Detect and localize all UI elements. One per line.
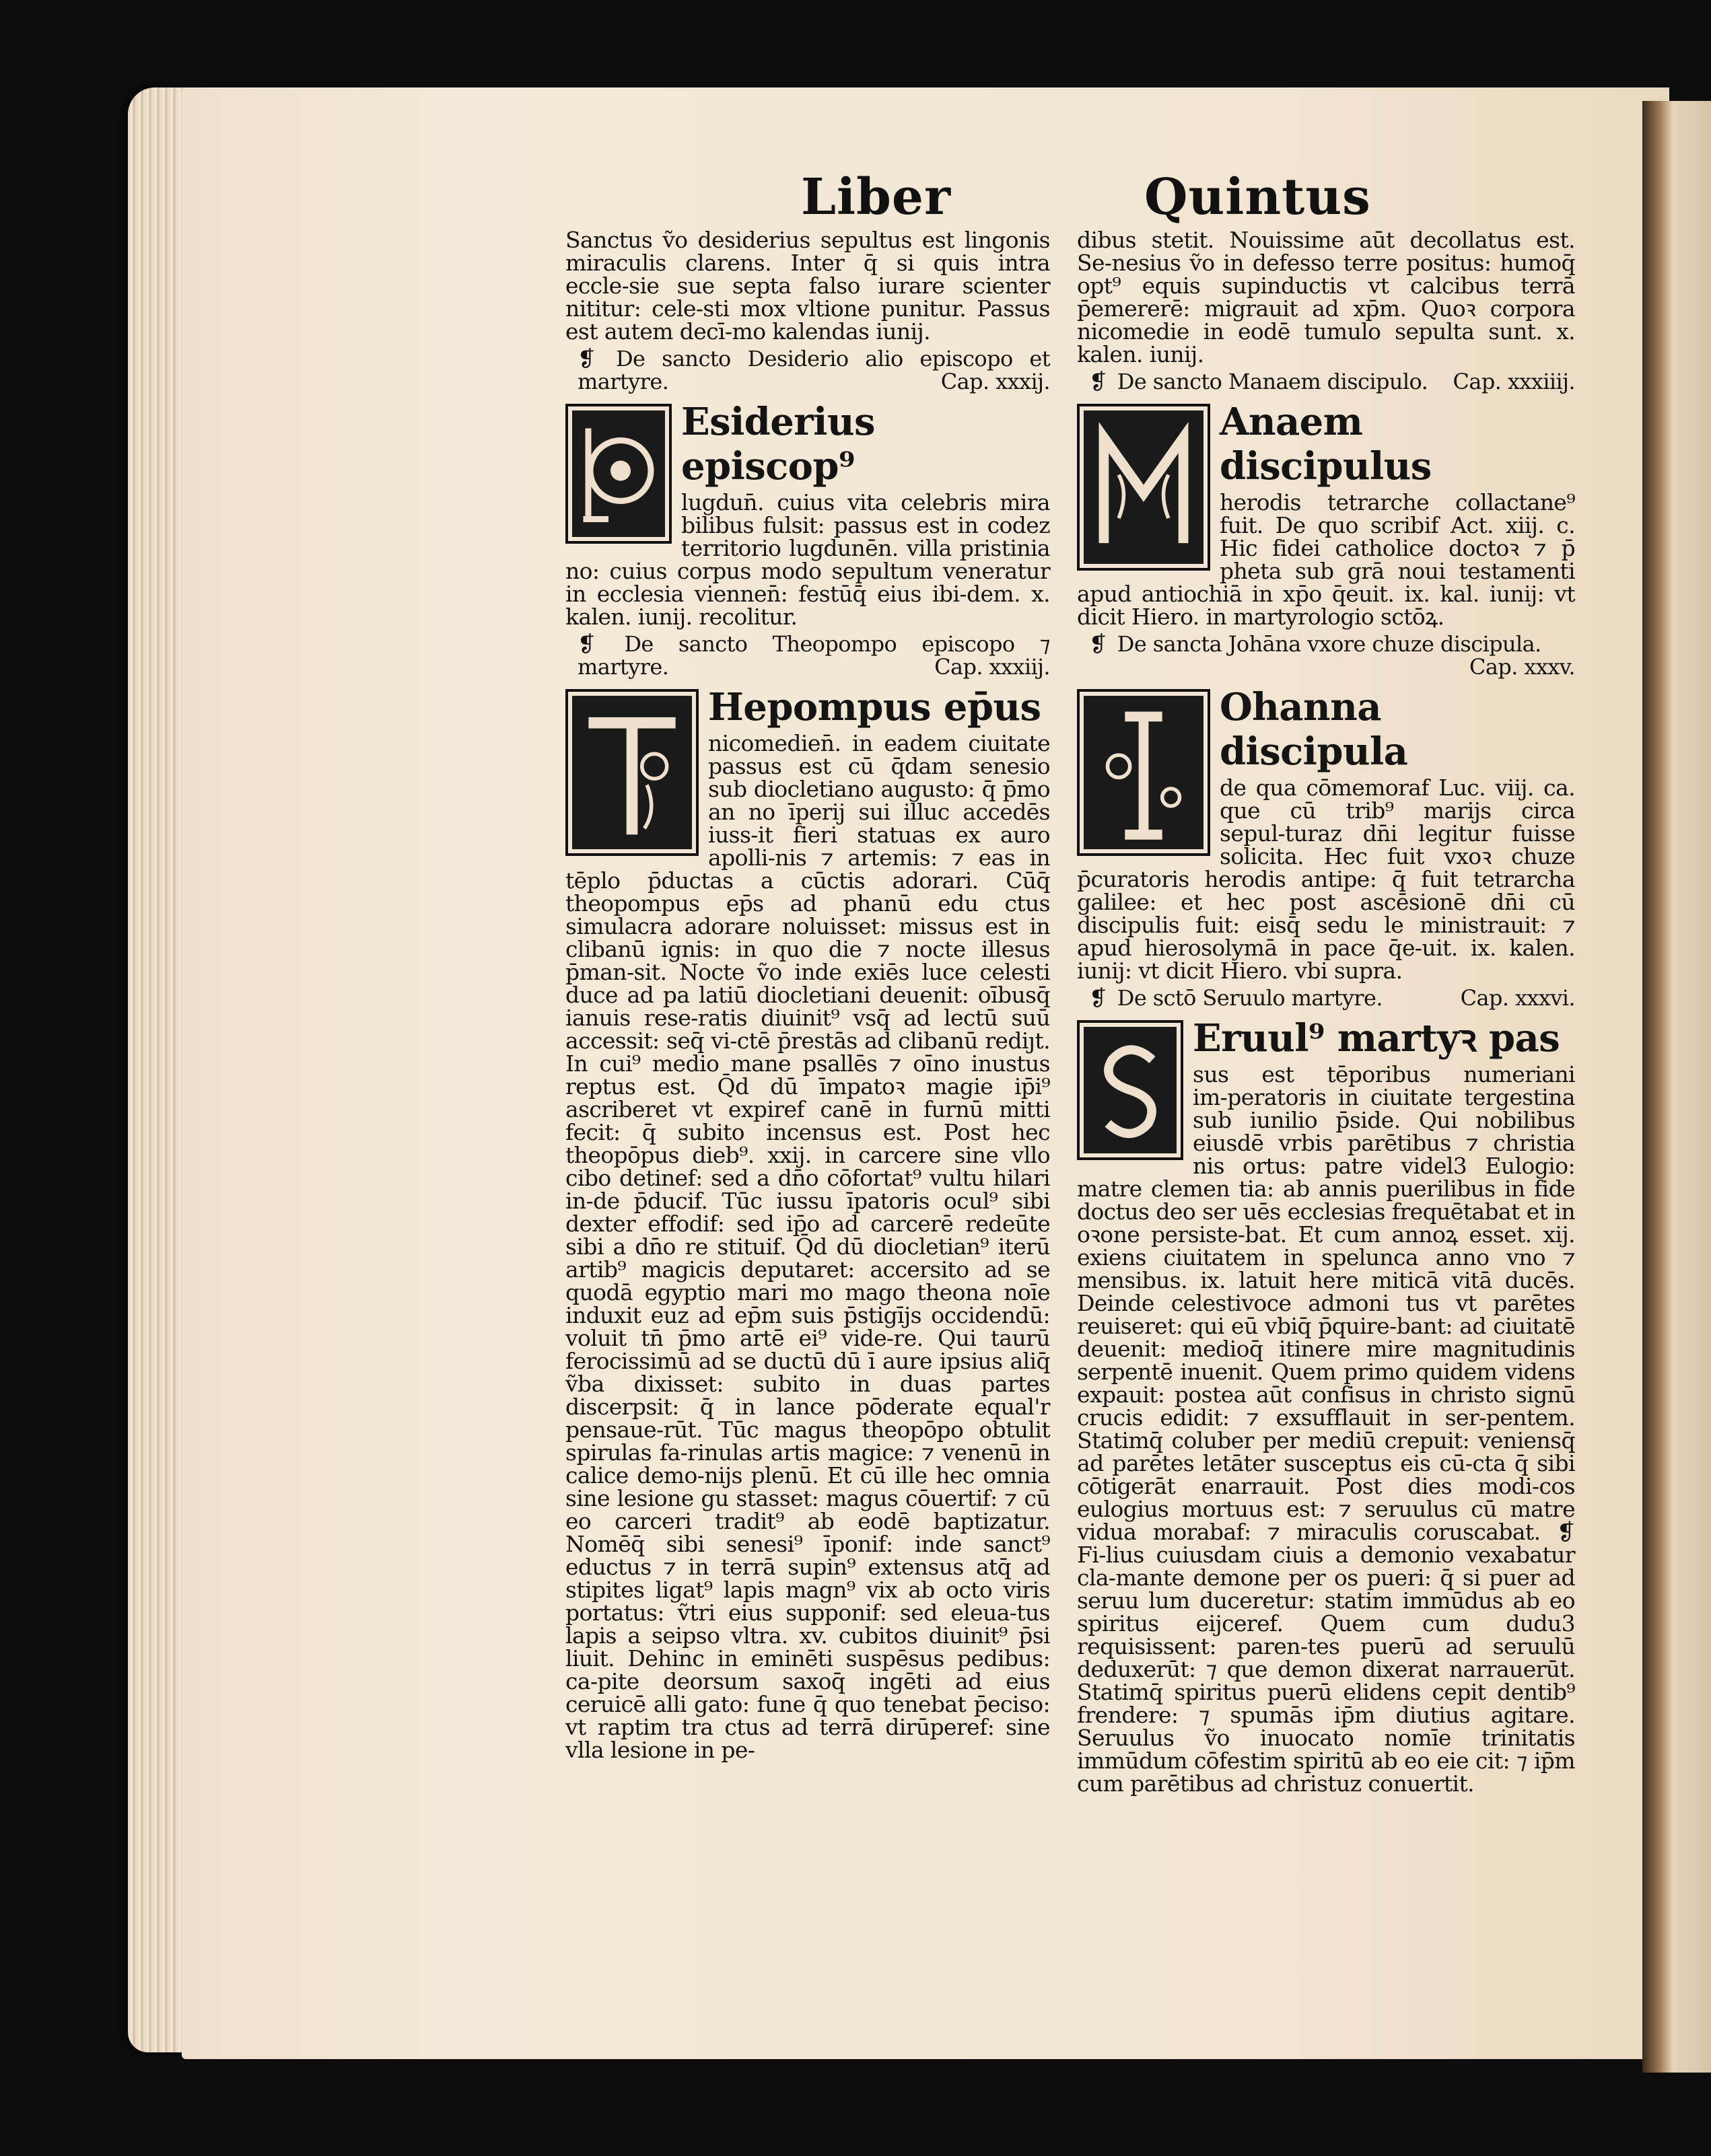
section-title: Eruul⁹ martyꝛ pas [1193, 1016, 1560, 1061]
chapter-heading [565, 633, 1050, 678]
section-title: Hepompus ep̄us [708, 685, 1041, 729]
section-body: herodis tetrarche collactane⁹ fuit. De quo scribif Act. xiij. c. Hic fidei catholice doctoꝛ ⁊ p̄ pheta sub grā noui testamenti apud antiochiā in xp̄o q̄euit. ix. kal. iunij: vt dicit Hiero. in martyrologio sctōꝝ. [1077, 489, 1575, 630]
chapter-number: Cap. xxxiiij. [1453, 369, 1575, 394]
section-body-text: Fi‑lius cuiusdam ciuis a demonio vexabatur cla‑mante demone per os pueri: q̄ si puer ad seruu lum duceretur: statim immūdus ab eo spiritus eijceref. Quem cum dudu3 requisissent: paren‑tes puerū ad seruulū deduxerūt: ⁊ que demon dixerat narrauerūt. Statimq̄ spiritus puerū elidens cepit dentib⁹ frendere: ⁊ spumās ip̄m diutius agitare. Seruulus ṽo inuocato nomīe trinitatis immūdum cōfestim spiritū ab eo eie cit: ⁊ ip̄m cum parētibus ad christuz conuertit. [1077, 1542, 1575, 1797]
chapter-number: Cap. xxxv. [1469, 654, 1575, 680]
right-column [1077, 229, 1575, 1799]
decorated-initial-m-icon [1077, 404, 1210, 571]
chapter-title: De sctō Seruulo martyre. [1117, 985, 1383, 1011]
section-body: lugdun̄. cuius vita celebris mira bilibus fulsit: passus est in codez territorio lugdunēn. villa pristinia no: cuius corpus modo sepultum veneratur in ecclesia viennen̄: festūq̄ eius ibi‑dem. x. kalen. iunij. recolitur. [565, 489, 1050, 630]
section-title: Ohanna discipula [1220, 685, 1408, 774]
chapter-title: De sancto Manaem discipulo. [1117, 369, 1428, 394]
paragraph-mark-icon: ❡ [578, 346, 596, 371]
decorated-initial-s-icon [1077, 1020, 1183, 1160]
chapter-number: Cap. xxxiij. [934, 654, 1050, 680]
chapter-title: De sancta Johāna vxore chuze discipula. [1117, 631, 1541, 657]
section-title: Esiderius episcop⁹ [681, 400, 875, 489]
paragraph-mark-icon: ❡ [1089, 985, 1107, 1011]
paragraph-mark-icon: ❡ [578, 631, 596, 657]
running-head-right: Quintus [1144, 168, 1371, 226]
chapter-number: Cap. xxxvi. [1460, 985, 1575, 1011]
intro-paragraph: Sanctus ṽo desiderius sepultus est lingonis miraculis clarens. Inter q̄ si quis intra eccle‑sie sue septa falso iurare scienter nititur: cele‑sti mox vltione punitur. Passus est autem decī‑mo kalendas iunij. [565, 227, 1050, 345]
left-column [565, 229, 1050, 1766]
decorated-initial-d-icon [565, 404, 672, 544]
paragraph-mark-icon: ❡ [1089, 631, 1107, 657]
chapter-number: Cap. xxxij. [940, 369, 1050, 394]
chapter-heading [1077, 986, 1575, 1009]
chapter-heading [565, 347, 1050, 393]
section-body [1077, 1063, 1575, 1795]
section-body: de qua cōmemoraf Luc. viij. ca. que cū trib⁹ marijs circa sepul‑turaz dn̄i legitur fuisse solicita. Hec fuit vxoꝛ chuze p̄curatoris herodis antipe: q̄ fuit tetrarcha galilee: et hec post ascēsionē dn̄i cū discipulis fuit: eisq̄ sedu le ministrauit: ⁊ apud hierosolymā in pace q̄e‑uit. ix. kalen. iunij: vt dicit Hiero. vbi supra. [1077, 775, 1575, 984]
paragraph-mark-icon: ❡ [1556, 1519, 1576, 1545]
section-body: nicomedien̄. in eadem ciuitate passus est cū q̄dam senesio sub diocletiano augusto: q̄ p̄mo an no īperij sui illuc accedēs iuss‑it fieri statuas ex auro apolli‑nis ⁊ artemis: ⁊ eas in tēplo p̄ductas a cūctis adorari. Cūq̄ theopompus ep̄s ad phanū edu ctus simulacra adorare noluisset: missus est in clibanū ignis: in quo die ⁊ nocte illesus p̄man‑sit. Nocte ṽo inde exiēs luce celesti duce ad pa latiū diocletiani deuenit: oībusq̄ ianuis rese‑ratis diuinit⁹ vsq̄ ad lectū suū accessit: seq̄ vi‑ctē p̄restās ad clibanū rediȷt. In cui⁹ medio mane psallēs ⁊ oīno inustus reptus est. Q̄d dū īmpatoꝛ magie ip̄i⁹ ascriberet vt expiref canē in furnū mitti fecit: q̄ subito incensus est. Post hec theopōpus dieb⁹. xxij. in carcere sine vllo cibo detinef: sed a dn̄o cōfortat⁹ vultu hilari in‑de p̄ducif. Tūc iussu īpatoris ocul⁹ sibi dexter effodif: sed ip̄o ad carcerē redeūte sibi a dn̄o re stituif. Q̄d dū diocletian⁹ iterū artib⁹ magicis deputaret: accersito ad se quodā egyptio mari mo mago theona noīe induxit euz ad ep̄m suis p̄stigījs occidendū: voluit tn̄ p̄mo artē ei⁹ vide‑re. Qui taurū ferocissimū ad se ductū dū ī aure ipsius aliq̄ ṽba dixisset: subito in duas partes discerpsit: q̄ in lance pōderate equal'r pensaue‑rūt. Tūc magus theopōpo obtulit spirulas fa‑rinulas artis magice: ⁊ venenū in calice demo‑nijs plenū. Et cū ille hec omnia sine lesione gu stasset: magus cōuertif: ⁊ cū eo carceri tradit⁹ ab eodē baptizatur. Nomēq̄ sibi senesi⁹ īponif: inde sanct⁹ eductus ⁊ in terrā supin⁹ extensus atq̄ ad stipites ligat⁹ lapis magn⁹ vix ab octo viris portatus: ṽtri eius supponif: sed eleua‑tus lapis a seipso vltra. xv. cubitos diuinit⁹ p̄si liuit. Dehinc in eminēti suspēsus pedibus: ca‑pite deorsum saxoq̄ ingēti ad eius ceruicē alli gato: fune q̄ quo tenebat p̄eciso: vt raptim tra ctus ad terrā dirūperef: sine vlla lesione in pe‑ [565, 730, 1050, 1763]
chapter-title: De sancto Desiderio alio episcopo et martyre. [578, 346, 1050, 394]
chapter-title: De sancto Theopompo episcopo ⁊ martyre. [578, 631, 1050, 680]
chapter-heading [1077, 370, 1575, 393]
section-title: Anaem discipulus [1220, 400, 1432, 489]
continuation-paragraph: dibus stetit. Nouissime aūt decollatus est. Se‑nesius ṽo in defesso terre positus: humoq̄ opt⁹ equis supinductis vt calcibus terrā p̄emererē: migrauit ad xp̄m. Quoꝛ corpora nicomedie in eodē tumulo sepulta sunt. x. kalen. iunij. [1077, 227, 1575, 367]
running-head-left: Liber [801, 168, 951, 226]
decorated-initial-i-icon [1077, 689, 1210, 856]
section-body-text: sus est tēporibus numeriani im‑peratoris in ciuitate tergestina sub iunilio p̄side. Qui nobilibus eiusdē vrbis parētibus ⁊ christia nis ortus: patre videl3 Eulogio: matre clemen tia: ab annis puerilibus in fide doctus deo ser uēs ecclesias frequētabat et in oꝛone persiste‑bat. Et cum annoꝝ esset. xij. exiens ciuitatem in spelunca anno vno ⁊ mensibus. ix. latuit here miticā vitā ducēs. Deinde celestivoce admoni tus vt parētes reuiseret: qui eū vbiq̄ p̄quire‑bant: ad ciuitatē deuenit: medioq̄ itinere mire magnitudinis serpentē inuenit. Quem primo quidem videns expauit: postea aūt confisus in christo signū crucis edidit: ⁊ exsufflauit in ser‑pentem. Statimq̄ coluber per mediū crepuit: veniensq̄ ad parētes letāter susceptus eis cū‑cta q̄ sibi cōtigerāt enarrauit. Post dies modi‑cos eulogius mortuus est: ⁊ seruulus cū matre vidua morabaf: ⁊ miraculis coruscabat. [1077, 1061, 1575, 1545]
book-gutter [1642, 101, 1711, 2073]
chapter-heading [1077, 633, 1575, 678]
decorated-initial-t-icon [565, 689, 699, 856]
paragraph-mark-icon: ❡ [1089, 369, 1107, 394]
